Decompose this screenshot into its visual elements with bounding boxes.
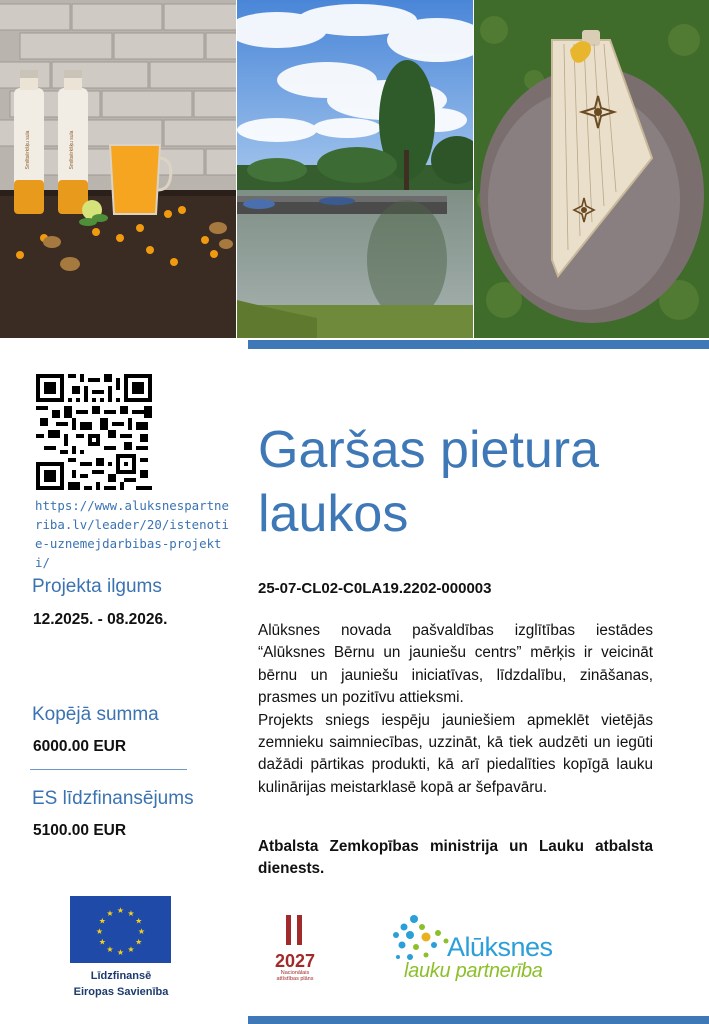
svg-text:★: ★ [98,937,106,947]
accent-bar-bottom [248,1016,709,1024]
support-note: Atbalsta Zemkopības ministrija un Lauku atbalsta dienests. [258,838,653,878]
nap-caption: Nacionālais [280,970,310,976]
total-amount-heading: Kopējā summa [32,704,159,725]
qr-code[interactable] [36,374,152,490]
total-amount-value: 6000.00 EUR [33,738,127,755]
svg-text:★: ★ [135,937,143,947]
svg-text:★: ★ [106,908,114,918]
description-paragraph: Alūksnes novada pašvaldības izglītības iestādes “Alūksnes Bērnu un jauniešu centrs” mērķis ir veicināt bērnu un jauniešu iniciatīvas, līdzdalību, zināšanas, prasmes un pozitīvu attieksmi. [258,622,653,707]
description-paragraph: Projekts sniegs iespēju jauniešiem apmeklēt vietējās zemnieku saimniecības, uzzināt, kā tiek audzēti un iegūti dažādi pārtikas produkti, kā arī piedalīties kopīgā lauku kulinārijas meistarklasē kopā ar šefpavāru. [258,711,653,796]
svg-text:★: ★ [135,916,143,926]
svg-text:★: ★ [127,945,135,955]
partner-name-line2: lauku partnerība [404,960,543,982]
juice-bottle-label: Smiltsērkšķu sula [69,130,75,170]
eu-caption: Eiropas Savienība [73,986,169,998]
svg-text:★: ★ [127,908,135,918]
svg-text:★: ★ [116,948,125,957]
accent-bar-top [248,340,709,349]
kokle-photo [474,0,709,338]
lake-photo [237,0,473,338]
eu-caption: Līdzfinansē [90,970,152,982]
eu-flag-logo [70,896,171,963]
national-development-plan-logo [264,913,326,973]
juice-photo [0,0,236,338]
sidebar-divider [30,769,187,770]
duration-value: 12.2025. - 08.2026. [33,611,168,628]
svg-text:★: ★ [98,916,106,926]
project-url-link[interactable]: https://www.aluksnespartneriba.lv/leader/20/istenotie-uznemejdarbibas-projekti/ [35,498,229,570]
eu-cofinancing-heading: ES līdzfinansējums [32,788,194,809]
partner-name-line1: Alūksnes [447,932,553,962]
nap-caption: attīstības plāns [276,976,314,982]
project-description [258,620,653,799]
svg-text:★: ★ [95,927,104,936]
juice-bottle-label: Smiltsērkšķu sula [25,130,31,170]
page-title: Garšas pietura laukos [258,421,600,543]
svg-text:★: ★ [116,906,125,915]
nap-year: 2027 [274,951,316,971]
project-code: 25-07-CL02-C0LA19.2202-000003 [258,580,492,597]
svg-text:★: ★ [137,927,146,936]
svg-text:★: ★ [106,945,114,955]
eu-cofinancing-value: 5100.00 EUR [33,822,127,839]
duration-heading: Projekta ilgums [32,576,162,597]
